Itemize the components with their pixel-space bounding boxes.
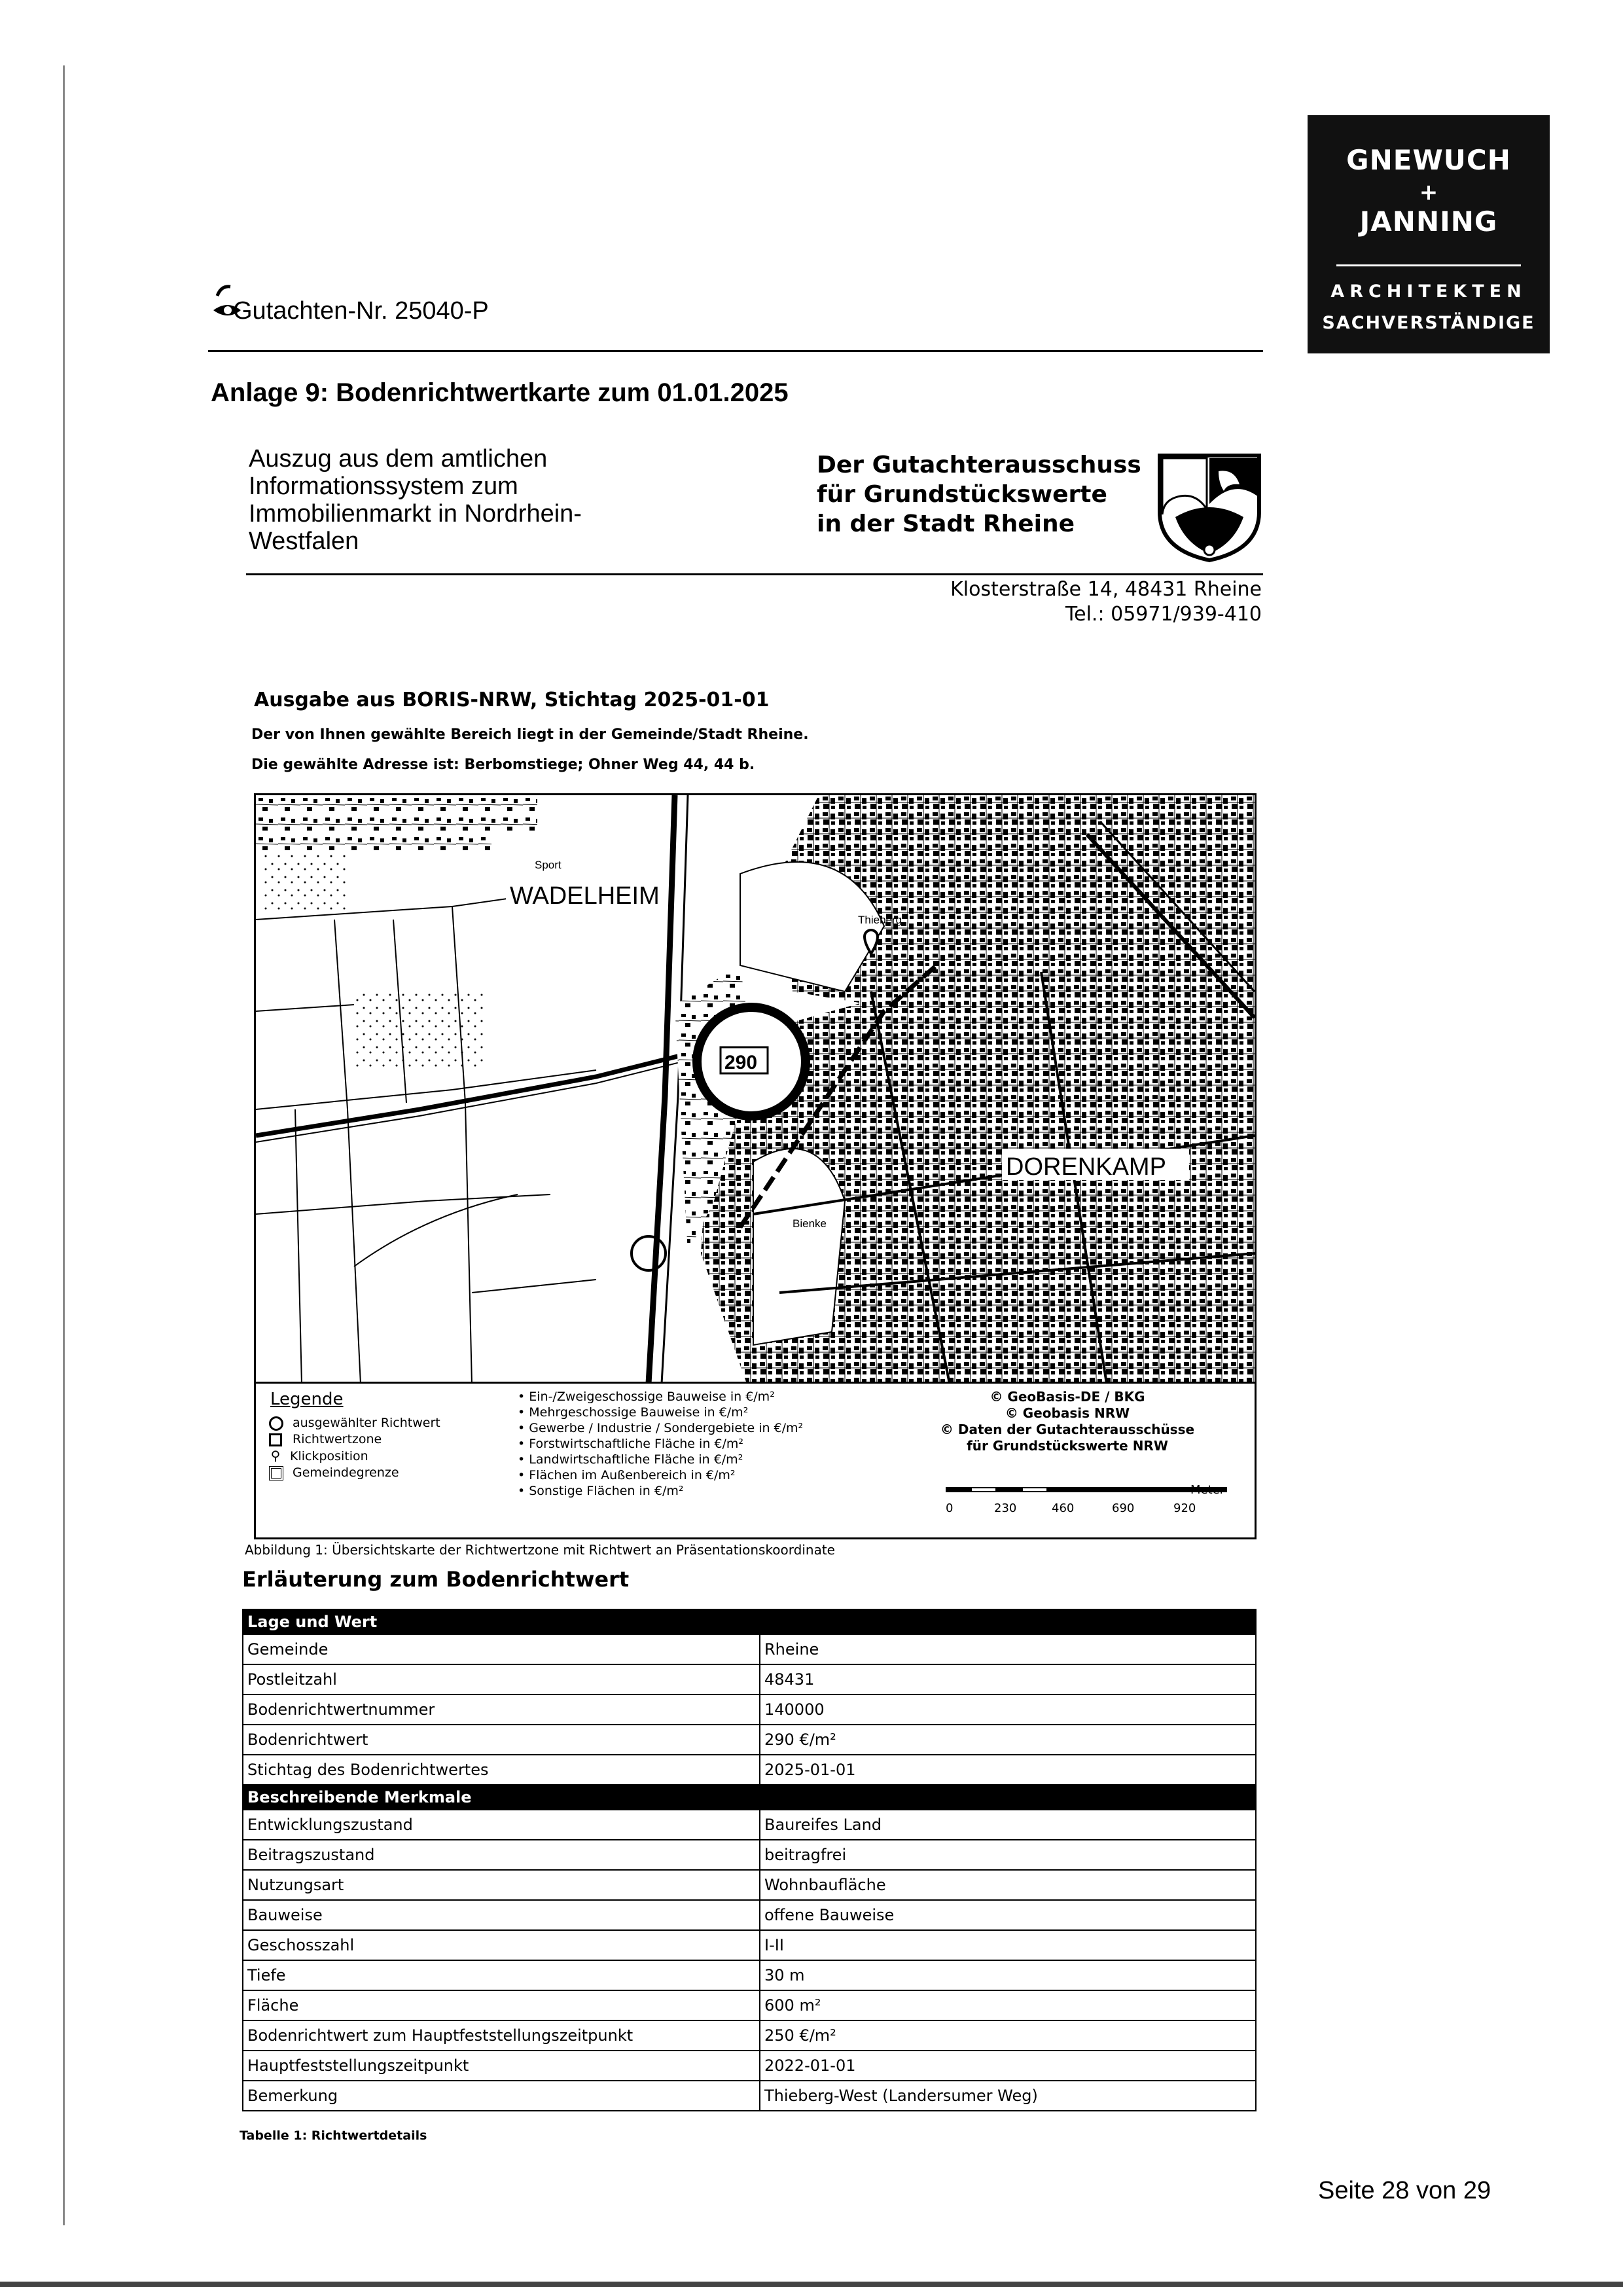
row-key: Entwicklungszustand [243, 1810, 760, 1840]
row-value: Thieberg-West (Landersumer Weg) [760, 2081, 1256, 2111]
boundary-icon [269, 1466, 283, 1480]
row-value: 290 €/m² [760, 1725, 1256, 1755]
row-key: Stichtag des Bodenrichtwertes [243, 1755, 760, 1785]
legend-category: • Flächen im Außenbereich in €/m² [518, 1468, 736, 1482]
legend-categories [518, 1389, 803, 1499]
row-value: Baureifes Land [760, 1810, 1256, 1840]
header-rule [208, 350, 1263, 352]
table-row [243, 1900, 1256, 1930]
ausschuss-name [817, 450, 1141, 539]
section-header-cell: Beschreibende Merkmale [243, 1785, 1256, 1810]
row-value: 30 m [760, 1960, 1256, 1990]
company-logo [1308, 115, 1550, 353]
ausschuss-line: in der Stadt Rheine [817, 511, 1075, 537]
page-title: Anlage 9: Bodenrichtwertkarte zum 01.01.2025 [211, 378, 789, 407]
legend-symbol-label: ausgewählter Richtwert [293, 1416, 440, 1430]
legend-symbol-row [269, 1431, 440, 1448]
scale-bar-segment [972, 1488, 995, 1491]
map-label-bienke: Bienke [793, 1217, 827, 1230]
authority-address [950, 577, 1262, 627]
legend-category: • Ein-/Zweigeschossige Bauweise in €/m² [518, 1390, 775, 1404]
scan-bottom-edge [0, 2282, 1623, 2287]
row-key: Bemerkung [243, 2081, 760, 2111]
auszug-line: Westfalen [249, 528, 359, 555]
copyright-line: © Geobasis NRW [1005, 1405, 1130, 1421]
row-value: 2025-01-01 [760, 1755, 1256, 1785]
row-key: Bodenrichtwert [243, 1725, 760, 1755]
legend-category: • Sonstige Flächen in €/m² [518, 1484, 684, 1498]
logo-line-3: JANNING [1359, 206, 1498, 238]
legend-symbols [269, 1415, 440, 1481]
row-value: Wohnbaufläche [760, 1870, 1256, 1900]
row-key: Hauptfeststellungszeitpunkt [243, 2051, 760, 2081]
row-value: 600 m² [760, 1990, 1256, 2020]
map-label-thieberg: Thieberg [858, 914, 902, 926]
boris-title: Ausgabe aus BORIS-NRW, Stichtag 2025-01-01 [254, 689, 770, 711]
boris-address-text: Die gewählte Adresse ist: Berbomstiege; Ohner Weg 44, 44 b. [251, 757, 755, 773]
logo-line-5: SACHVERSTÄNDIGE [1322, 313, 1535, 333]
circle-icon [269, 1416, 283, 1431]
row-key: Bodenrichtwertnummer [243, 1695, 760, 1725]
table-row [243, 1960, 1256, 1990]
table-row [243, 2020, 1256, 2051]
map-label-value: 290 [724, 1052, 758, 1073]
legend-copyright [930, 1389, 1205, 1454]
table-section-header [243, 1609, 1256, 1634]
row-value: I-II [760, 1930, 1256, 1960]
auszug-line: Auszug aus dem amtlichen [249, 445, 548, 473]
section-title: Erläuterung zum Bodenrichtwert [242, 1567, 630, 1592]
copyright-line: für Grundstückswerte NRW [967, 1438, 1168, 1454]
row-key: Beitragszustand [243, 1840, 760, 1870]
richtwert-table [242, 1609, 1257, 2111]
row-key: Postleitzahl [243, 1664, 760, 1695]
scale-tick: 920 [1173, 1501, 1196, 1515]
legend-category: • Gewerbe / Industrie / Sondergebiete in €/m² [518, 1421, 804, 1435]
logo-line-2: + [1419, 179, 1438, 206]
section-header-cell: Lage und Wert [243, 1609, 1256, 1634]
phone-line: Tel.: 05971/939-410 [1065, 603, 1262, 626]
row-value: offene Bauweise [760, 1900, 1256, 1930]
copyright-line: © Daten der Gutachterausschüsse [940, 1422, 1195, 1437]
table-row [243, 1840, 1256, 1870]
row-key: Tiefe [243, 1960, 760, 1990]
table-row [243, 2081, 1256, 2111]
square-icon [269, 1433, 282, 1446]
table-row [243, 1930, 1256, 1960]
row-value: 140000 [760, 1695, 1256, 1725]
map-label-wadelheim: WADELHEIM [510, 882, 660, 910]
row-key: Gemeinde [243, 1634, 760, 1664]
auszug-line: Informationssystem zum [249, 473, 518, 500]
gutachten-number: Gutachten-Nr. 25040-P [233, 297, 489, 325]
row-value: Rheine [760, 1634, 1256, 1664]
boris-area-text: Der von Ihnen gewählte Bereich liegt in der Gemeinde/Stadt Rheine. [251, 726, 809, 743]
legend-symbol-label: Klickposition [290, 1449, 368, 1463]
authority-rule [246, 573, 1263, 575]
table-section-header [243, 1785, 1256, 1810]
legend-symbol-row [269, 1465, 440, 1481]
map-legend [254, 1384, 1257, 1539]
table-caption: Tabelle 1: Richtwertdetails [240, 2128, 427, 2143]
legend-category: • Landwirtschaftliche Fläche in €/m² [518, 1452, 743, 1467]
legend-title: Legende [270, 1390, 344, 1409]
row-value: beitragfrei [760, 1840, 1256, 1870]
address-line: Klosterstraße 14, 48431 Rheine [950, 578, 1262, 601]
row-key: Bauweise [243, 1900, 760, 1930]
auszug-text [249, 445, 654, 555]
nrw-coat-of-arms-icon [1156, 452, 1263, 563]
logo-rule [1336, 264, 1521, 266]
ausschuss-line: für Grundstückswerte [817, 481, 1107, 508]
table-row [243, 1664, 1256, 1695]
table-row [243, 1990, 1256, 2020]
scale-bar-segment [1023, 1488, 1046, 1491]
row-key: Bodenrichtwert zum Hauptfeststellungszeitpunkt [243, 2020, 760, 2051]
table-row [243, 1634, 1256, 1664]
table-row [243, 1870, 1256, 1900]
legend-symbol-label: Richtwertzone [293, 1432, 382, 1446]
land-value-map [254, 793, 1257, 1384]
map-pin-icon: ⚲ [270, 1448, 281, 1463]
scale-tick: 230 [994, 1501, 1017, 1515]
map-label-dorenkamp: DORENKAMP [1006, 1153, 1166, 1181]
figure-caption: Abbildung 1: Übersichtskarte der Richtwertzone mit Richtwert an Präsentationskoordinate [245, 1542, 835, 1558]
ausschuss-line: Der Gutachterausschuss [817, 452, 1141, 478]
scale-unit: Meter [1190, 1483, 1225, 1497]
row-key: Nutzungsart [243, 1870, 760, 1900]
page-number: Seite 28 von 29 [1318, 2177, 1491, 2204]
table-row [243, 2051, 1256, 2081]
map-drawing [256, 795, 1255, 1384]
table-row [243, 1725, 1256, 1755]
copyright-line: © GeoBasis-DE / BKG [990, 1389, 1145, 1405]
logo-line-1: GNEWUCH [1346, 144, 1511, 176]
auszug-line: Immobilienmarkt in Nordrhein- [249, 500, 582, 528]
table-row [243, 1755, 1256, 1785]
scale-tick: 460 [1052, 1501, 1075, 1515]
row-value: 250 €/m² [760, 2020, 1256, 2051]
row-value: 48431 [760, 1664, 1256, 1695]
scale-tick: 0 [946, 1501, 954, 1515]
table-row [243, 1810, 1256, 1840]
legend-symbol-label: Gemeindegrenze [293, 1465, 399, 1480]
row-value: 2022-01-01 [760, 2051, 1256, 2081]
scale-bar [946, 1487, 1227, 1492]
scale-tick: 690 [1112, 1501, 1135, 1515]
row-key: Geschosszahl [243, 1930, 760, 1960]
legend-category: • Forstwirtschaftliche Fläche in €/m² [518, 1437, 744, 1451]
table-row [243, 1695, 1256, 1725]
legend-symbol-row [269, 1448, 440, 1465]
map-label-sport: Sport [535, 859, 562, 871]
scan-edge-line [63, 65, 65, 2225]
logo-line-4: ARCHITEKTEN [1330, 281, 1527, 302]
row-key: Fläche [243, 1990, 760, 2020]
legend-category: • Mehrgeschossige Bauweise in €/m² [518, 1405, 749, 1420]
legend-symbol-row [269, 1415, 440, 1431]
